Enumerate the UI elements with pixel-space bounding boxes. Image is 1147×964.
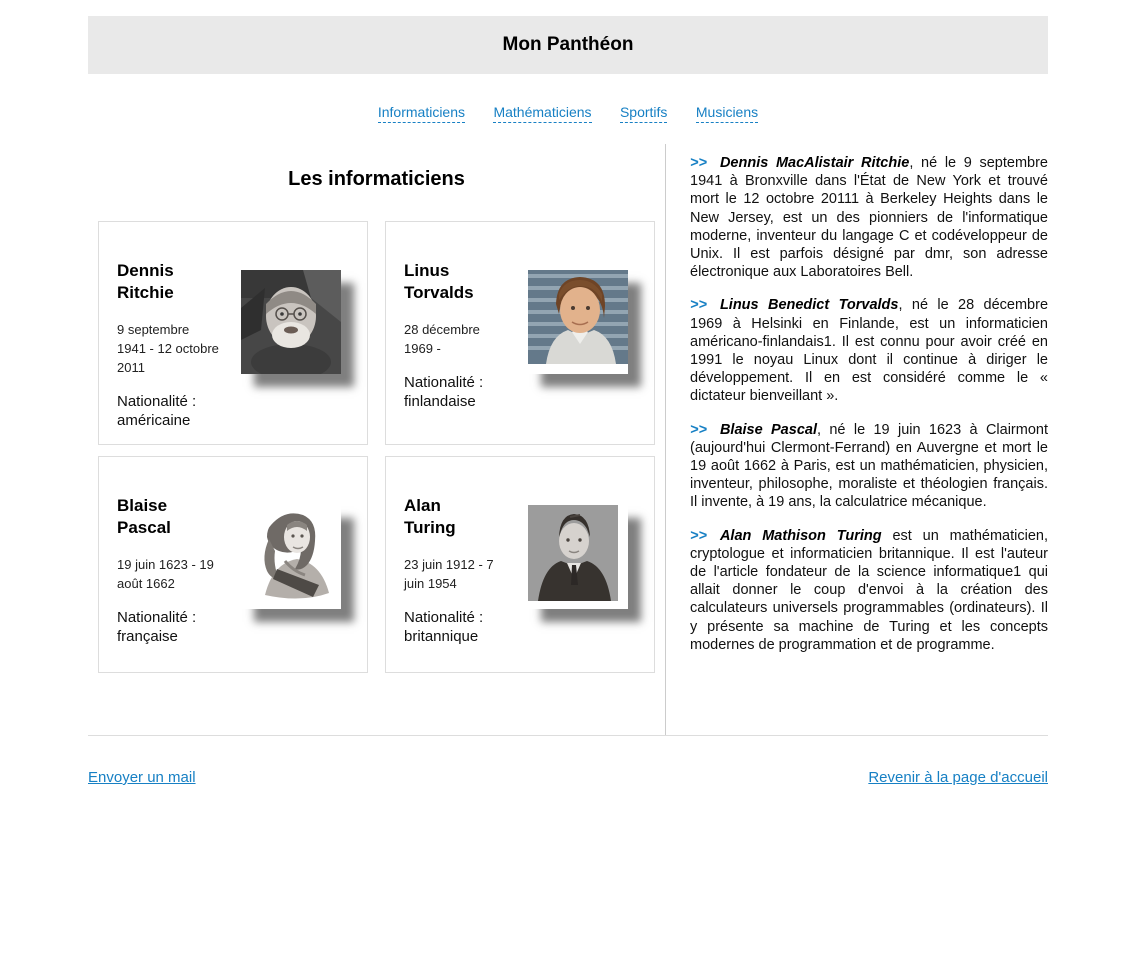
bio-paragraph	[690, 527, 1048, 654]
bio-text: , né le 28 décembre 1969 à Helsinki en Finlande, est un informaticien américano-finlandais1. Il est connu pour avoir créé en 1991 le noyau Linux dont il continue à diriger le développement. Il en est considéré comme le « dictateur bienveillant ».	[690, 297, 1049, 405]
bio-text: , né le 19 juin 1623 à Clairmont (aujourd'hui Clermont-Ferrand) en Auvergne et mort le 19 août 1662 à Paris, est un mathématicien, physicien, inventeur, philosophe, moraliste et théologien français. Il invente, à 19 ans, la calculatrice mécanique.	[690, 421, 1048, 511]
bio-paragraph	[690, 296, 1048, 405]
section-title: Les informaticiens	[288, 168, 465, 190]
alan-turing-photo	[528, 505, 628, 609]
nav-item-informaticiens[interactable]: Informaticiens	[378, 104, 465, 123]
back-home-link[interactable]: Revenir à la page d'accueil	[868, 769, 1048, 786]
bio-marker: >>	[690, 527, 707, 544]
person-nationality: Nationalité : française	[117, 609, 197, 645]
person-card-blaise-pascal	[98, 456, 368, 673]
person-dates: 19 juin 1623 - 19 août 1662	[117, 557, 214, 591]
linus-torvalds-portrait-icon	[528, 270, 628, 374]
person-name: Dennis Ritchie	[117, 261, 174, 302]
person-card-linus-torvalds	[385, 221, 655, 445]
person-dates: 28 décembre 1969 -	[404, 322, 480, 356]
person-name: Linus Torvalds	[404, 261, 474, 302]
person-info	[117, 495, 227, 658]
person-nationality: Nationalité : finlandaise	[404, 374, 484, 410]
person-info	[404, 260, 514, 430]
nav-item-mathematiciens[interactable]: Mathématiciens	[493, 104, 591, 123]
person-info	[404, 495, 514, 658]
dennis-ritchie-photo	[241, 270, 341, 374]
person-dates: 23 juin 1912 - 7 juin 1954	[404, 557, 494, 591]
bio-paragraph	[690, 421, 1048, 512]
person-info	[117, 260, 227, 430]
cards-grid	[88, 221, 665, 673]
bio-name: Linus Benedict Torvalds	[719, 297, 899, 314]
bio-text: est un mathématicien, cryptologue et informaticien britannique. Il est l'auteur de l'article fondateur de la science informatique1 qui allait donner le coup d'envoi à la création des calculateurs universels programmables (ordinateurs). Il y présente sa machine de Turing et les concepts modernes de programmation et de programme.	[690, 527, 1048, 653]
person-card-dennis-ritchie	[98, 221, 368, 445]
bio-aside	[665, 144, 1048, 735]
person-dates: 9 septembre 1941 - 12 octobre 2011	[117, 322, 219, 375]
app-header	[88, 16, 1048, 74]
send-mail-link[interactable]: Envoyer un mail	[88, 769, 196, 786]
alan-turing-portrait-icon	[528, 505, 628, 609]
person-nationality: Nationalité : américaine	[117, 393, 197, 429]
blaise-pascal-portrait-icon	[241, 505, 341, 609]
person-nationality: Nationalité : britannique	[404, 609, 484, 645]
main-content	[88, 144, 1048, 736]
blaise-pascal-photo	[241, 505, 341, 609]
bio-marker: >>	[690, 421, 707, 438]
page-container	[88, 16, 1048, 786]
dennis-ritchie-portrait-icon	[241, 270, 341, 374]
person-card-alan-turing	[385, 456, 655, 673]
bio-name: Blaise Pascal	[719, 421, 817, 438]
bio-name: Alan Mathison Turing	[719, 527, 882, 544]
linus-torvalds-photo	[528, 270, 628, 374]
nav-item-musiciens[interactable]: Musiciens	[696, 104, 758, 123]
person-name: Alan Turing	[404, 496, 456, 537]
page-footer	[88, 736, 1048, 786]
person-name: Blaise Pascal	[117, 496, 171, 537]
bio-marker: >>	[690, 155, 707, 171]
page-title: Mon Panthéon	[502, 34, 634, 55]
bio-text: , né le 9 septembre 1941 à Bronxville dans l'État de New York et trouvé mort le 12 octobre 20111 à Berkeley Heights dans le New Jersey, est un des pionniers de l'informatique moderne, inventeur du langage C et codéveloppeur de Unix. Il est parfois désigné par dmr, son adresse électronique aux Laboratoires Bell.	[690, 155, 1048, 281]
main-nav	[88, 104, 1048, 122]
bio-marker: >>	[690, 297, 707, 314]
informaticiens-section	[88, 144, 665, 735]
nav-item-sportifs[interactable]: Sportifs	[620, 104, 667, 123]
bio-paragraph	[690, 154, 1048, 281]
bio-name: Dennis MacAlistair Ritchie	[719, 155, 910, 171]
